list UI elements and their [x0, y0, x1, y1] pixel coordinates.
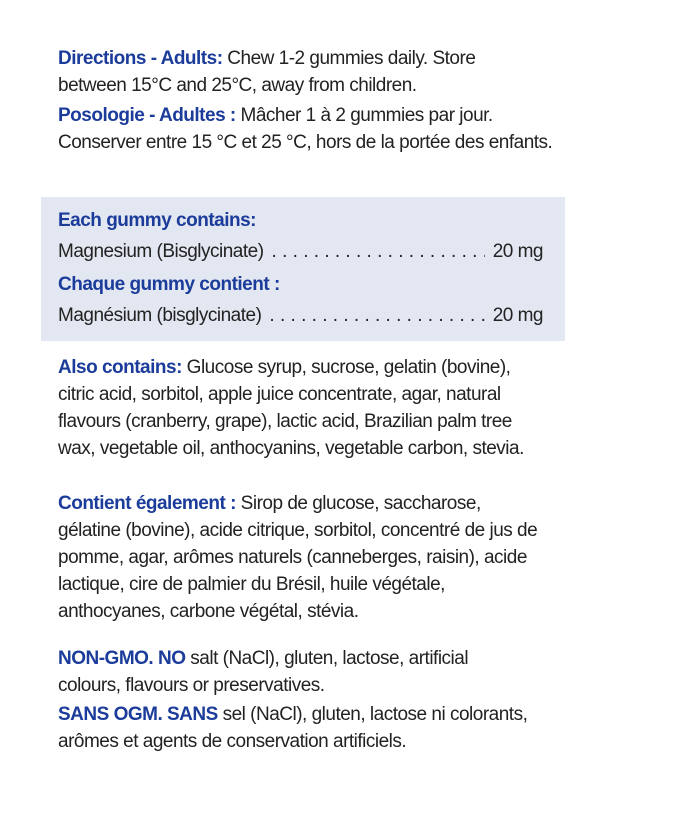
fr-ingredient-name: Magnésium (bisglycinate) [58, 305, 262, 326]
sans-ogm-statement [58, 701, 543, 755]
en-ingredient-row [58, 238, 543, 265]
posologie-adultes [58, 102, 553, 156]
also-contains [58, 354, 536, 462]
fr-ingredient-amount: 20 mg [492, 305, 543, 326]
posologie-text: Mâcher 1 à 2 gummies par jour. Conserver entre 15 °C et 25 °C, hors de la portée des enfants. [58, 105, 553, 153]
sans-ogm-text: sel (NaCl), gluten, lactose ni colorants, arômes et agents de conservation artificiels. [58, 704, 528, 752]
directions-heading: Directions - Adults: [58, 48, 223, 69]
also-contains-text: Glucose syrup, sucrose, gelatin (bovine), citric acid, sorbitol, apple juice concentrate, agar, natural flavours (cranberry, grape), lactic acid, Brazilian palm tree wax, vegetable oil, anthocyanins, vegetable carbon, stevia. [58, 357, 524, 459]
posologie-heading: Posologie - Adultes : [58, 105, 236, 126]
contient-egalement-heading: Contient également : [58, 493, 236, 514]
leader-dots [269, 302, 484, 329]
medicinal-ingredients-box [41, 197, 565, 341]
fr-ingredient-row [58, 302, 543, 329]
en-medicinal-heading: Each gummy contains: [58, 210, 256, 231]
sans-ogm-heading: SANS OGM. SANS [58, 704, 218, 725]
directions-adults [58, 45, 528, 99]
leader-dots [272, 238, 485, 265]
contient-egalement-text: Sirop de glucose, saccharose, gélatine (bovine), acide citrique, sorbitol, concentré de jus de pomme, agar, arômes naturels (canneberges, raisin), acide lactique, cire de palmier du Brésil, huile végétale, anthocyanes, carbone végétal, stévia. [58, 493, 538, 622]
directions-text: Chew 1-2 gummies daily. Store between 15°C and 25°C, away from children. [58, 48, 476, 96]
contient-egalement [58, 490, 548, 625]
non-gmo-statement [58, 645, 518, 699]
fr-medicinal-heading: Chaque gummy contient : [58, 274, 280, 295]
also-contains-heading: Also contains: [58, 357, 182, 378]
non-gmo-heading: NON-GMO. NO [58, 648, 186, 669]
en-ingredient-amount: 20 mg [492, 241, 543, 262]
en-ingredient-name: Magnesium (Bisglycinate) [58, 241, 264, 262]
non-gmo-text: salt (NaCl), gluten, lactose, artificial colours, flavours or preservatives. [58, 648, 469, 696]
